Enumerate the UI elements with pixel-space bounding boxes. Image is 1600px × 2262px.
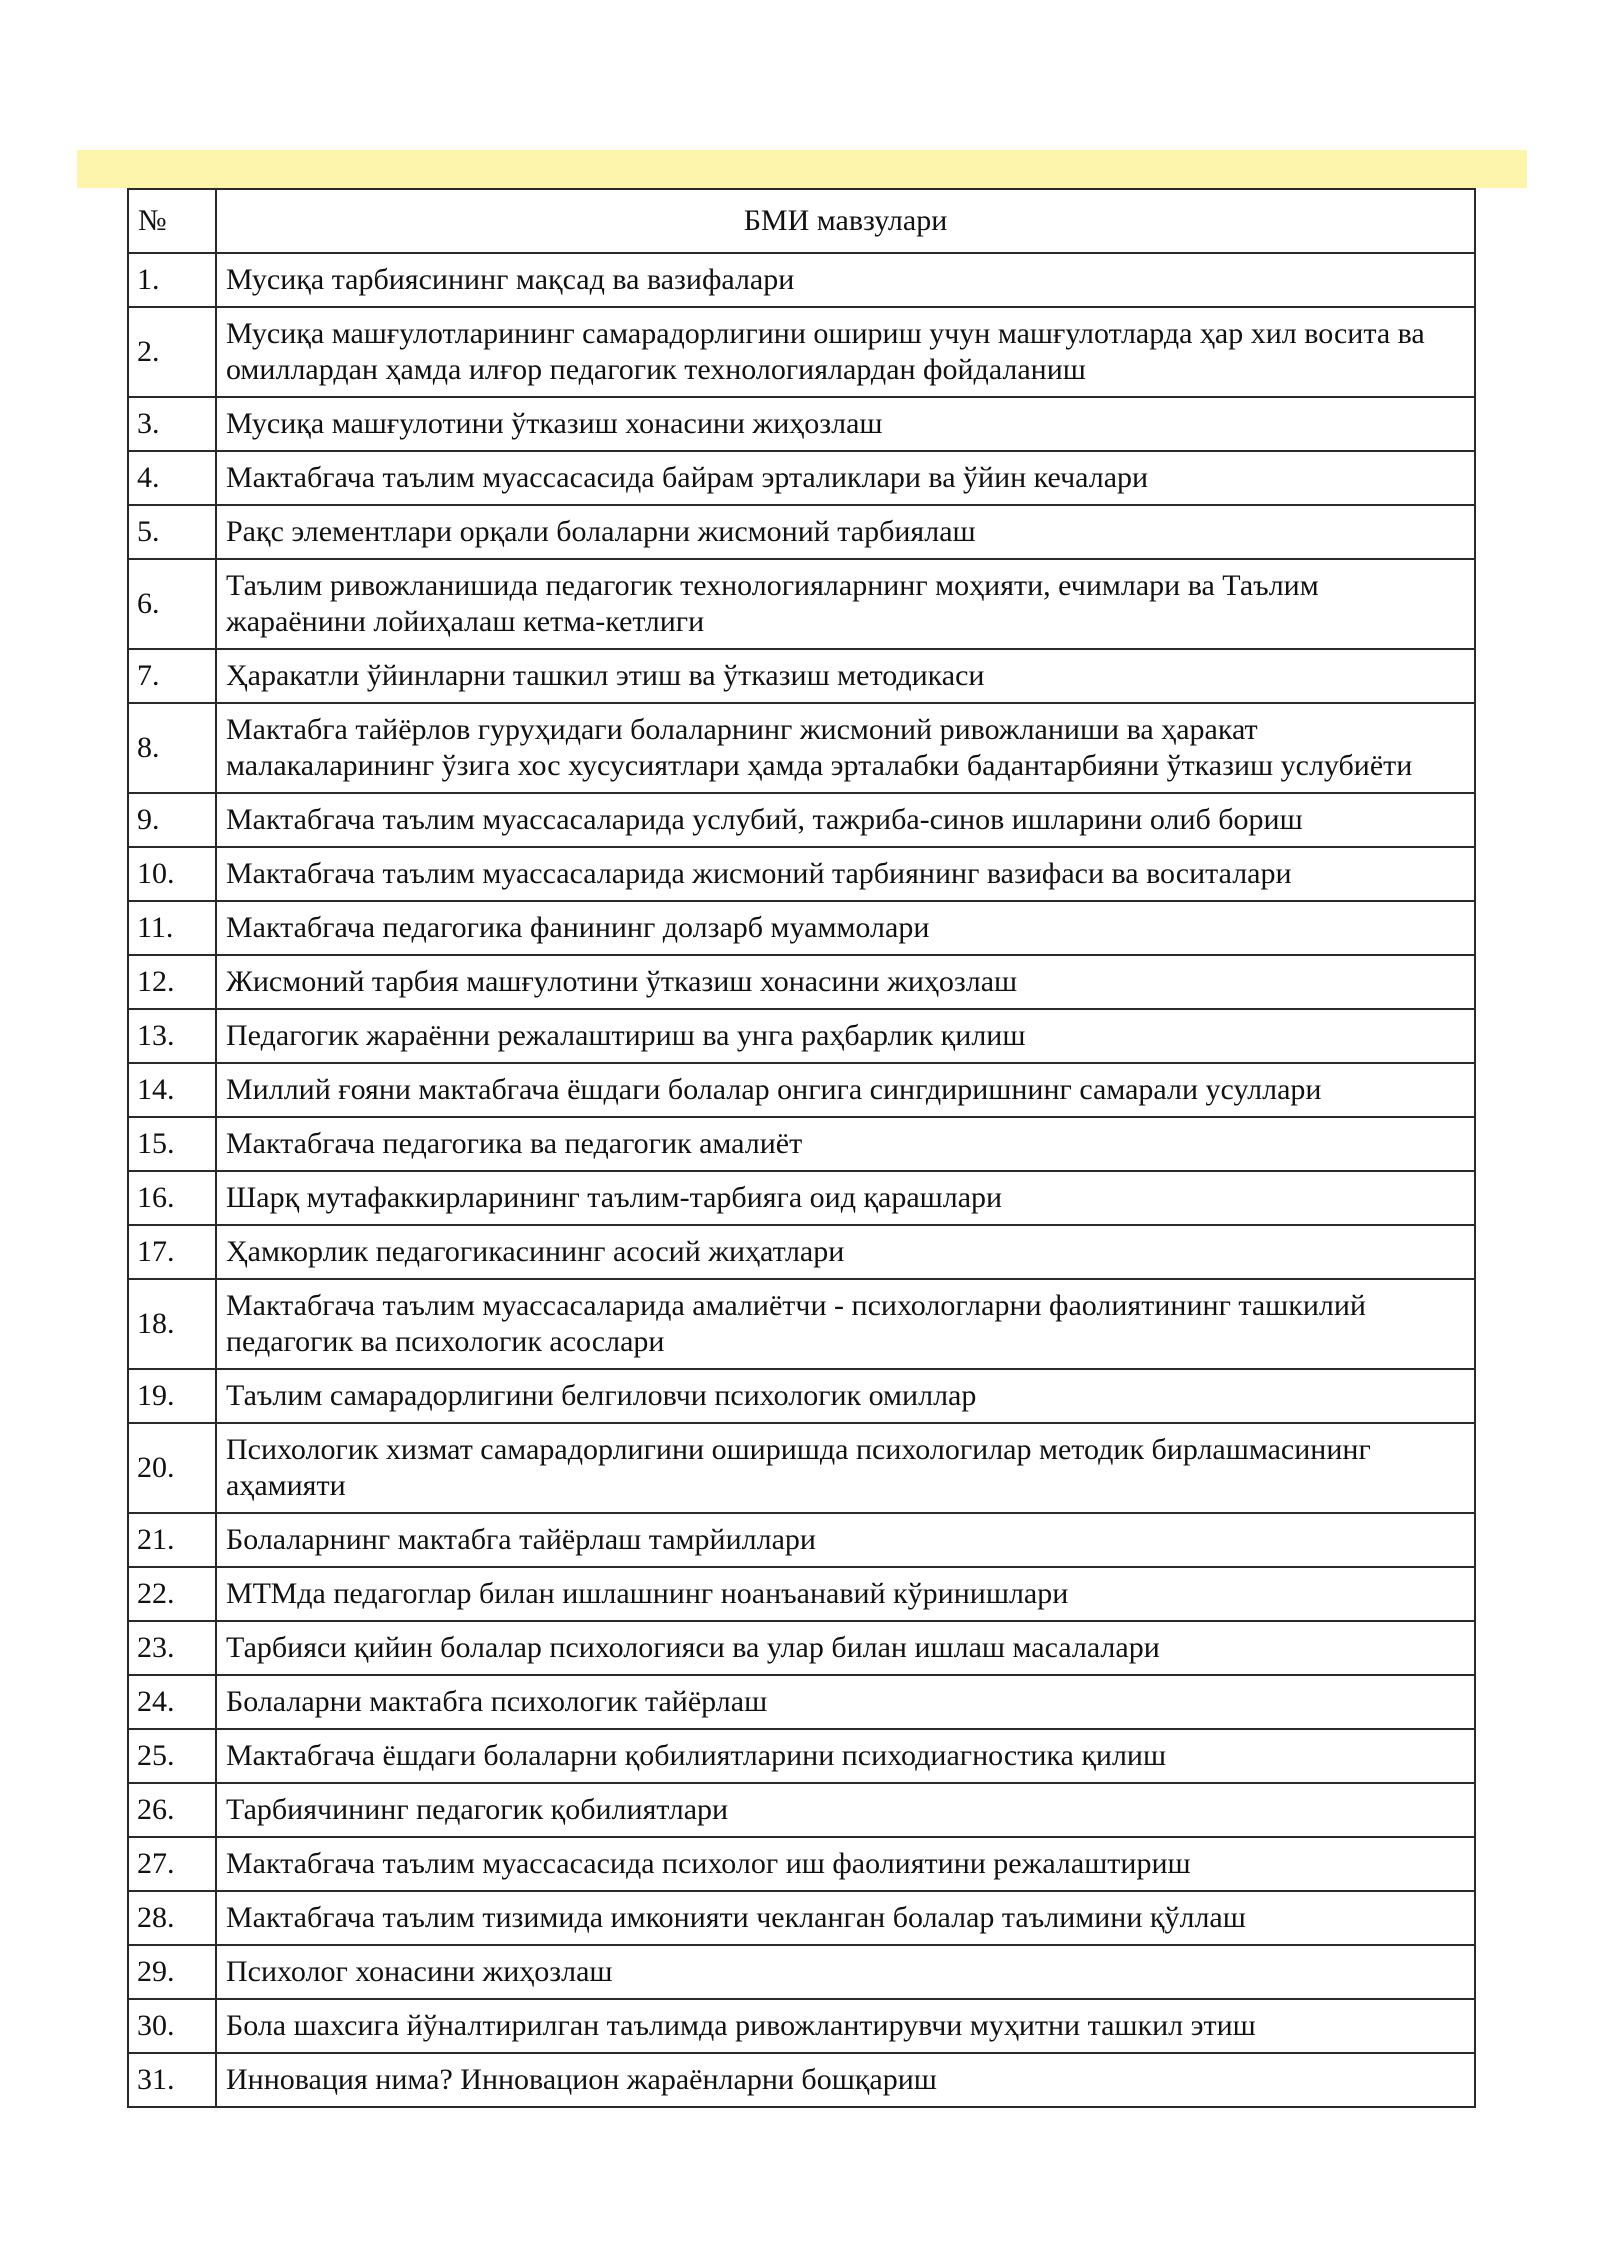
table-row: [128, 559, 1475, 649]
row-number: 4.: [128, 451, 216, 505]
topics-column-header: БМИ мавзулари: [216, 189, 1475, 253]
row-number: 31.: [128, 2053, 216, 2107]
row-number: 27.: [128, 1837, 216, 1891]
topic-title: Рақс элементлари орқали болаларни жисмоний тарбиялаш: [216, 505, 1475, 559]
table-row: [128, 1171, 1475, 1225]
table-row: [128, 397, 1475, 451]
table-row: [128, 1513, 1475, 1567]
table-row: [128, 847, 1475, 901]
topic-title: Мактабгача таълим муассасаларида услубий, тажриба-синов ишларини олиб бориш: [216, 793, 1475, 847]
topic-title: Ҳамкорлик педагогикасининг асосий жиҳатлари: [216, 1225, 1475, 1279]
row-number: 12.: [128, 955, 216, 1009]
table-row: [128, 1729, 1475, 1783]
table-row: [128, 307, 1475, 397]
table-row: [128, 1423, 1475, 1513]
row-number: 28.: [128, 1891, 216, 1945]
table-row: [128, 1675, 1475, 1729]
topic-title: Педагогик жараённи режалаштириш ва унга раҳбарлик қилиш: [216, 1009, 1475, 1063]
row-number: 18.: [128, 1279, 216, 1369]
topic-title: Таълим ривожланишида педагогик технологияларнинг моҳияти, ечимлари ва Таълим жараёнини лойиҳалаш кетма-кетлиги: [216, 559, 1475, 649]
topic-title: Таълим самарадорлигини белгиловчи психологик омиллар: [216, 1369, 1475, 1423]
topic-title: Ҳаракатли ўйинларни ташкил этиш ва ўтказиш методикаси: [216, 649, 1475, 703]
topic-title: Мусиқа машғулотларининг самарадорлигини ошириш учун машғулотларда ҳар хил восита ва омиллардан ҳамда илғор педагогик технологиялардан фойдаланиш: [216, 307, 1475, 397]
table-row: [128, 1369, 1475, 1423]
table-row: [128, 1837, 1475, 1891]
table-row: [128, 1225, 1475, 1279]
topic-title: Мактабгача таълим муассасасида байрам эрталиклари ва ўйин кечалари: [216, 451, 1475, 505]
row-number: 30.: [128, 1999, 216, 2053]
topic-title: Жисмоний тарбия машғулотини ўтказиш хонасини жиҳозлаш: [216, 955, 1475, 1009]
table-body: [128, 253, 1475, 2107]
row-number: 16.: [128, 1171, 216, 1225]
topic-title: Мактабгача таълим муассасаларида жисмоний тарбиянинг вазифаси ва воситалари: [216, 847, 1475, 901]
table-row: [128, 793, 1475, 847]
table-row: [128, 1567, 1475, 1621]
topic-title: Мактабгача педагогика ва педагогик амалиёт: [216, 1117, 1475, 1171]
topic-title: Мактабгача таълим муассасасида психолог иш фаолиятини режалаштириш: [216, 1837, 1475, 1891]
row-number: 8.: [128, 703, 216, 793]
table-row: [128, 955, 1475, 1009]
row-number: 1.: [128, 253, 216, 307]
topic-title: Мактабгача таълим тизимида имконияти чекланган болалар таълимини қўллаш: [216, 1891, 1475, 1945]
row-number: 13.: [128, 1009, 216, 1063]
row-number: 23.: [128, 1621, 216, 1675]
table-row: [128, 703, 1475, 793]
topic-title: Инновация нима? Инновацион жараёнларни бошқариш: [216, 2053, 1475, 2107]
row-number: 5.: [128, 505, 216, 559]
table-row: [128, 1279, 1475, 1369]
topic-title: Мактабгача ёшдаги болаларни қобилиятларини психодиагностика қилиш: [216, 1729, 1475, 1783]
table-row: [128, 1783, 1475, 1837]
topic-title: Тарбияси қийин болалар психологияси ва улар билан ишлаш масалалари: [216, 1621, 1475, 1675]
table-row: [128, 505, 1475, 559]
table-row: [128, 1621, 1475, 1675]
table-row: [128, 1945, 1475, 1999]
topic-title: Мактабгача таълим муассасаларида амалиётчи - психологларни фаолиятининг ташкилий педагогик ва психологик асослари: [216, 1279, 1475, 1369]
table-row: [128, 2053, 1475, 2107]
topic-title: Мактабга тайёрлов гуруҳидаги болаларнинг жисмоний ривожланиши ва ҳаракат малакаларининг ўзига хос хусусиятлари ҳамда эрталабки бадантарбияни ўтказиш услубиёти: [216, 703, 1475, 793]
topic-title: Мактабгача педагогика фанининг долзарб муаммолари: [216, 901, 1475, 955]
table-row: [128, 1063, 1475, 1117]
highlight-band: [77, 150, 1527, 188]
topics-table: [127, 188, 1476, 2108]
table-row: [128, 649, 1475, 703]
topic-title: Бола шахсига йўналтирилган таълимда ривожлантирувчи муҳитни ташкил этиш: [216, 1999, 1475, 2053]
table-row: [128, 1891, 1475, 1945]
row-number: 26.: [128, 1783, 216, 1837]
topic-title: Мусиқа машғулотини ўтказиш хонасини жиҳозлаш: [216, 397, 1475, 451]
table-row: [128, 1999, 1475, 2053]
table-row: [128, 901, 1475, 955]
topic-title: Болаларнинг мактабга тайёрлаш тамрйиллари: [216, 1513, 1475, 1567]
row-number: 2.: [128, 307, 216, 397]
row-number: 20.: [128, 1423, 216, 1513]
table-row: [128, 1009, 1475, 1063]
row-number: 3.: [128, 397, 216, 451]
topic-title: Болаларни мактабга психологик тайёрлаш: [216, 1675, 1475, 1729]
row-number: 25.: [128, 1729, 216, 1783]
row-number: 22.: [128, 1567, 216, 1621]
row-number: 15.: [128, 1117, 216, 1171]
row-number: 10.: [128, 847, 216, 901]
table-header-row: [128, 189, 1475, 253]
topic-title: Мусиқа тарбиясининг мақсад ва вазифалари: [216, 253, 1475, 307]
topic-title: Психолог хонасини жиҳозлаш: [216, 1945, 1475, 1999]
topic-title: Шарқ мутафаккирларининг таълим-тарбияга оид қарашлари: [216, 1171, 1475, 1225]
table-row: [128, 451, 1475, 505]
row-number: 7.: [128, 649, 216, 703]
row-number: 11.: [128, 901, 216, 955]
topic-title: Психологик хизмат самарадорлигини оширишда психологилар методик бирлашмасининг аҳамияти: [216, 1423, 1475, 1513]
topic-title: МТМда педагоглар билан ишлашнинг ноанъанавий кўринишлари: [216, 1567, 1475, 1621]
number-column-header: №: [128, 189, 216, 253]
row-number: 9.: [128, 793, 216, 847]
row-number: 19.: [128, 1369, 216, 1423]
topic-title: Тарбиячининг педагогик қобилиятлари: [216, 1783, 1475, 1837]
row-number: 17.: [128, 1225, 216, 1279]
table-row: [128, 253, 1475, 307]
row-number: 6.: [128, 559, 216, 649]
table-row: [128, 1117, 1475, 1171]
row-number: 29.: [128, 1945, 216, 1999]
row-number: 14.: [128, 1063, 216, 1117]
row-number: 21.: [128, 1513, 216, 1567]
topic-title: Миллий ғояни мактабгача ёшдаги болалар онгига сингдиришнинг самарали усуллари: [216, 1063, 1475, 1117]
row-number: 24.: [128, 1675, 216, 1729]
